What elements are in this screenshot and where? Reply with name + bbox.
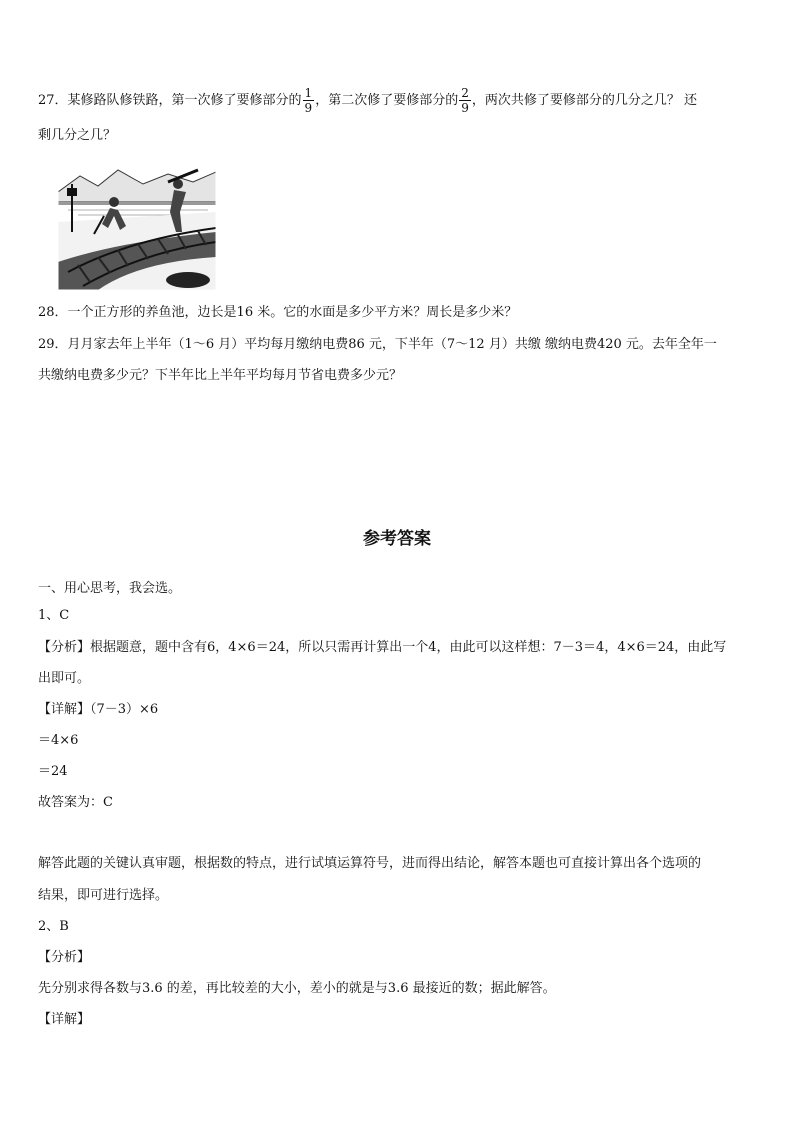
answer-1-comment-line2: 结果，即可进行选择。 (38, 888, 169, 903)
answer-1-analysis-line1: 【分析】根据题意，题中含有6，4×6＝24，所以只需再计算出一个4，由此可以这样想：7－3＝4，4×6＝24，由此写 (38, 640, 727, 655)
answer-2-detail-label: 【详解】 (38, 1012, 91, 1027)
q29-line2: 共缴纳电费多少元？下半年比上半年平均每月节省电费多少元？ (38, 368, 403, 383)
railway-workers-illustration (58, 162, 216, 290)
answer-2-label: 2、B (38, 919, 69, 934)
answer-1-conclusion: 故答案为：C (38, 795, 113, 810)
q29-line1: 29．月月家去年上半年（1～6 月）平均每月缴纳电费86 元，下半年（7～12 月）共缴 缴纳电费420 元。去年全年一 (38, 337, 717, 352)
fraction-two-ninths: $\frac{2}{9}$ (461, 86, 469, 115)
answer-1-label: 1、C (38, 608, 70, 623)
section-one-heading: 一、用心思考，我会选。 (38, 581, 182, 596)
answer-2-analysis-label: 【分析】 (38, 950, 91, 965)
answer-2-analysis-text: 先分别求得各数与3.6 的差，再比较差的大小，差小的就是与3.6 最接近的数；据此解答。 (38, 981, 556, 996)
answer-1-step2: ＝24 (38, 764, 68, 779)
q27-text-c: ，两次共修了要修部分的几分之几？ 还 (471, 93, 697, 108)
q27-text-b: ，第二次修了要修部分的 (315, 93, 459, 108)
q27-line1 (38, 86, 697, 115)
answer-1-comment-line1: 解答此题的关键认真审题，根据数的特点，进行试填运算符号，进而得出结论，解答本题也可直接计算出各个选项的 (38, 856, 702, 871)
answer-1-analysis-line2: 出即可。 (38, 671, 91, 686)
fraction-one-ninth: $\frac{1}{9}$ (304, 86, 313, 115)
q27-text-a: 27．某修路队修铁路，第一次修了要修部分的 (38, 93, 302, 108)
q27-line2: 剩几分之几？ (38, 128, 117, 143)
answer-1-step1: ＝4×6 (38, 733, 79, 748)
answers-title: 参考答案 (363, 529, 431, 549)
answer-1-detail: 【详解】（7－3）×6 (38, 702, 159, 717)
q28-text: 28．一个正方形的养鱼池，边长是16 米。它的水面是多少平方米？周长是多少米？ (38, 305, 518, 320)
